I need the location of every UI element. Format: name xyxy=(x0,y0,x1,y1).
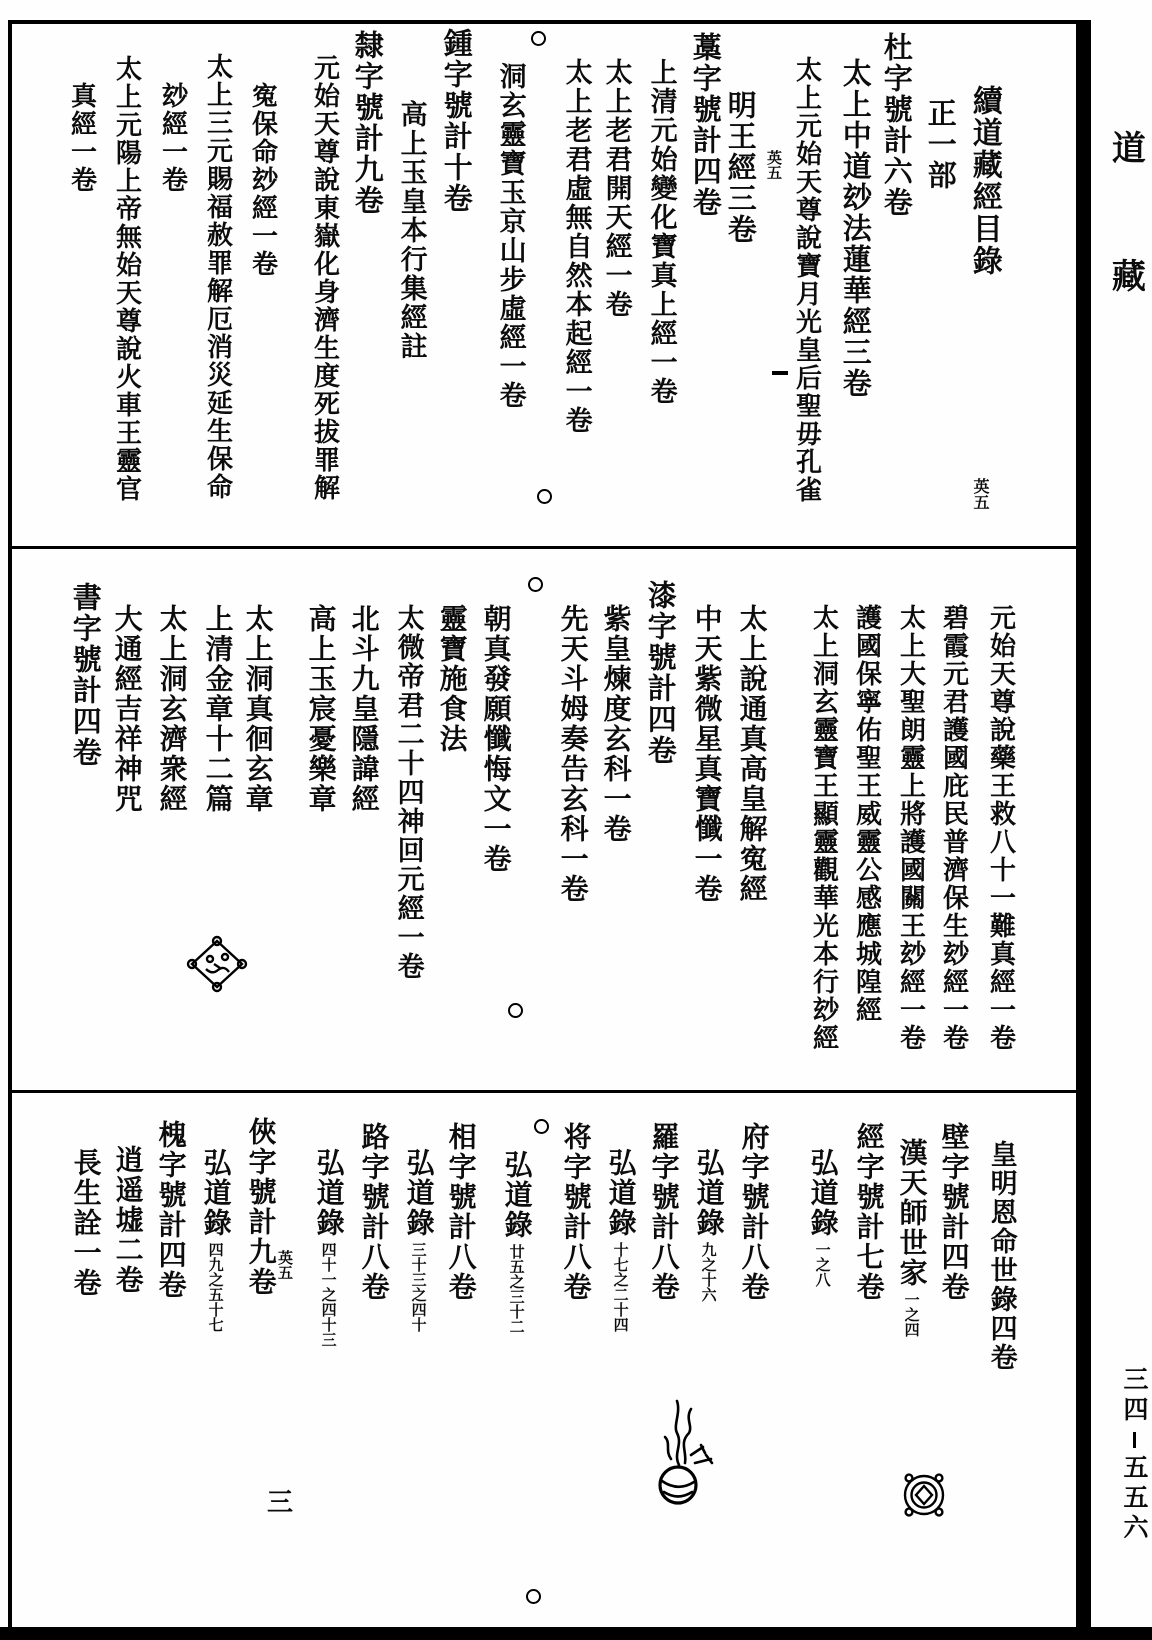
column-text: 高上玉皇本行集經註 xyxy=(395,100,427,361)
entry-title-column xyxy=(502,1150,532,1334)
column-text: 先天斗姆奏告玄科一卷 xyxy=(556,604,590,904)
column-text: 漢天師世家 xyxy=(895,1138,929,1288)
frame-right-border xyxy=(1076,20,1091,1630)
column-text: 太上大聖朗靈上將護國關王玅經一卷 xyxy=(895,604,926,1052)
frame-left-border xyxy=(8,20,12,1630)
entry-title-column xyxy=(986,604,1014,1052)
entry-title-column xyxy=(692,604,722,904)
diamond-seal-stamp xyxy=(186,936,248,992)
entry-title-column xyxy=(203,53,231,501)
column-text: 太上中道玅法蓮華經三卷 xyxy=(838,58,873,399)
column-text: 護國保寧佑聖王威靈公感應城隍經 xyxy=(851,604,882,1024)
dash-mark xyxy=(772,371,788,375)
column-text: 漆字號計四卷 xyxy=(643,580,678,766)
entry-title-column xyxy=(840,58,871,399)
column-text: 大通經吉祥神咒 xyxy=(110,604,144,814)
column-text: 俠字號計九卷 xyxy=(244,1117,278,1297)
column-text: 太上洞玄靈寶王顯靈觀華光本行玅經 xyxy=(808,604,839,1052)
entry-title-column xyxy=(852,604,880,1024)
section-separator-circle xyxy=(526,1589,541,1604)
round-seal-stamp xyxy=(900,1468,948,1524)
entry-title-column xyxy=(986,1140,1015,1372)
register-divider-2 xyxy=(8,1090,1076,1093)
column-text: 将字號計八卷 xyxy=(559,1122,593,1302)
book-number-note: 英五 xyxy=(970,478,990,510)
column-text: 太上說通真高皇解寃經 xyxy=(735,604,769,904)
entry-title-column xyxy=(310,54,338,502)
section-label-column xyxy=(561,1122,591,1302)
column-text: 太上老君開天經一卷 xyxy=(600,58,632,319)
book-number-note: 四九之五十七 xyxy=(206,1242,225,1332)
entry-title-column xyxy=(113,1145,143,1295)
entry-title-column xyxy=(306,604,336,814)
column-text: 長生詮一卷 xyxy=(69,1148,103,1298)
entry-title-column xyxy=(561,58,590,435)
column-text: 弘道錄 xyxy=(500,1150,534,1240)
entry-title-wrap-column xyxy=(248,82,276,278)
book-number-note: 英五 xyxy=(764,150,783,180)
column-text: 弘道錄 xyxy=(402,1148,436,1238)
section-label-column xyxy=(649,1122,679,1302)
book-number-note: 一之八 xyxy=(813,1242,832,1287)
column-text: 相字號計八卷 xyxy=(444,1122,478,1302)
column-text: 羅字號計八卷 xyxy=(647,1122,681,1302)
column-text: 上清金章十二篇 xyxy=(201,604,235,814)
entry-title-column xyxy=(437,604,467,754)
entry-title-column xyxy=(404,1148,434,1332)
catalog-title-column xyxy=(968,85,1000,277)
column-text: 北斗九皇隱諱經 xyxy=(347,604,381,814)
section-label-column xyxy=(70,582,101,768)
section-separator-circle xyxy=(531,31,546,46)
entry-title-column xyxy=(897,1138,927,1337)
column-text: 壁字號計四卷 xyxy=(937,1122,971,1302)
section-label-column xyxy=(690,32,721,218)
section-label-column xyxy=(246,1117,276,1297)
section-label-column xyxy=(156,1120,186,1300)
frame-top-border xyxy=(8,20,1090,24)
entry-title-column xyxy=(157,604,187,814)
folio-number: 三 xyxy=(262,1488,293,1516)
entry-title-column xyxy=(646,58,675,406)
book-number-note: 廿五之三十二 xyxy=(507,1244,526,1334)
section-label-column xyxy=(939,1122,969,1302)
column-text: 太上元陽上帝無始天尊說火車王靈官 xyxy=(111,55,142,503)
column-text: 弘道錄 xyxy=(312,1148,346,1238)
book-number-note: 十七之二十四 xyxy=(611,1242,630,1332)
entry-title-column xyxy=(349,604,379,814)
entry-title-column xyxy=(396,100,425,361)
entry-title-column xyxy=(201,1148,231,1332)
book-number-note: 英五 xyxy=(275,1250,294,1280)
column-text: 寃保命玅經一卷 xyxy=(247,82,278,278)
margin-canon-char-bottom: 藏 xyxy=(1105,258,1146,296)
book-number-note: 九之十六 xyxy=(699,1242,718,1302)
column-text: 逍遥墟二卷 xyxy=(111,1145,145,1295)
entry-title-column xyxy=(243,604,273,814)
column-text: 弘道錄 xyxy=(199,1148,233,1238)
section-label-column xyxy=(645,580,676,766)
entry-title-column xyxy=(314,1148,344,1347)
entry-title-column xyxy=(737,604,767,904)
section-label-column xyxy=(441,28,472,214)
entry-title-column xyxy=(393,604,422,981)
column-text: 隸字號計九卷 xyxy=(350,30,385,216)
volume-page-dash xyxy=(1133,1432,1136,1448)
column-text: 洞玄靈寶玉京山步虛經一卷 xyxy=(494,62,526,410)
frame-bottom-border xyxy=(0,1627,1152,1640)
section-label-column xyxy=(854,1122,884,1302)
column-text: 中天紫微星真寶懺一卷 xyxy=(690,604,724,904)
entry-title-column xyxy=(481,604,511,874)
entry-title-column xyxy=(601,604,631,844)
column-text: 明王經三卷 xyxy=(723,90,758,245)
entry-title-wrap-column xyxy=(725,90,756,245)
entry-title-wrap-column xyxy=(67,82,95,194)
column-text: 鍾字號計十卷 xyxy=(439,28,474,214)
entry-title-column xyxy=(808,1148,838,1287)
flaming-pearl-drawing xyxy=(635,1393,731,1511)
column-text: 高上玉宸憂樂章 xyxy=(304,604,338,814)
column-text: 太上三元賜福赦罪解厄消災延生保命 xyxy=(202,53,233,501)
column-text: 弘道錄 xyxy=(806,1148,840,1238)
entry-title-column xyxy=(601,58,630,319)
column-text: 皇明恩命世錄四卷 xyxy=(985,1140,1017,1372)
entry-title-column xyxy=(606,1148,636,1332)
column-text: 紫皇煉度玄科一卷 xyxy=(599,604,633,844)
column-text: 弘道錄 xyxy=(692,1148,726,1238)
book-number-note: 一之四 xyxy=(902,1292,921,1337)
column-text: 弘道錄 xyxy=(604,1148,638,1238)
margin-volume-page-reference xyxy=(1116,1366,1152,1544)
entry-title-column xyxy=(694,1148,724,1302)
section-label-column xyxy=(881,32,912,218)
section-label-column xyxy=(352,30,383,216)
entry-title-column xyxy=(203,604,233,814)
column-text: 真經一卷 xyxy=(66,82,97,194)
entry-title-column xyxy=(792,56,820,504)
column-text: 太上元始天尊說寶月光皇后聖毋孔雀 xyxy=(791,56,822,504)
column-text: 元始天尊說東嶽化身濟生度死拔罪解 xyxy=(309,54,340,502)
register-divider-1 xyxy=(8,546,1076,549)
entry-title-column xyxy=(896,604,924,1052)
part-heading-column xyxy=(925,98,956,191)
column-text: 府字號計八卷 xyxy=(737,1122,771,1302)
column-text: 碧霞元君護國庇民普濟保生玅經一卷 xyxy=(938,604,969,1052)
column-text: 朝真發願懺悔文一卷 xyxy=(479,604,513,874)
section-label-column xyxy=(359,1122,389,1302)
book-number-note: 三十三之四十 xyxy=(409,1242,428,1332)
column-text: 書字號計四卷 xyxy=(68,582,103,768)
section-label-column xyxy=(739,1122,769,1302)
column-text: 經字號計七卷 xyxy=(852,1122,886,1302)
column-text: 元始天尊說藥王救八十一難真經一卷 xyxy=(985,604,1016,1052)
column-text: 太上洞真徊玄章 xyxy=(241,604,275,814)
column-text: 杜字號計六卷 xyxy=(879,32,914,218)
column-text: 路字號計八卷 xyxy=(357,1122,391,1302)
section-separator-circle xyxy=(534,1119,549,1134)
collation-note xyxy=(971,474,988,510)
entry-title-column xyxy=(112,604,142,814)
entry-title-column xyxy=(495,62,524,410)
book-number-note: 四十一之四十三 xyxy=(319,1242,338,1347)
margin-page-number: 五五六 xyxy=(1120,1454,1149,1544)
column-text: 槐字號計四卷 xyxy=(154,1120,188,1300)
column-text: 上清元始變化寶真上經一卷 xyxy=(645,58,677,406)
entry-title-column xyxy=(558,604,588,904)
entry-title-column xyxy=(939,604,967,1052)
column-text: 太上洞玄濟衆經 xyxy=(155,604,189,814)
section-label-column xyxy=(446,1122,476,1302)
entry-title-column xyxy=(71,1148,101,1298)
entry-title-column xyxy=(112,55,140,503)
column-text: 靈寶施食法 xyxy=(435,604,469,754)
column-text: 正一部 xyxy=(923,98,958,191)
section-separator-circle xyxy=(508,1003,523,1018)
entry-title-wrap-column xyxy=(158,82,186,194)
column-text: 藁字號計四卷 xyxy=(688,32,723,218)
entry-title-column xyxy=(809,604,837,1052)
margin-canon-char-top: 道 xyxy=(1105,130,1146,168)
column-text: 玅經一卷 xyxy=(157,82,188,194)
column-text: 續道藏經目錄 xyxy=(966,85,1002,277)
collation-note xyxy=(765,146,782,180)
margin-volume-number: 三四 xyxy=(1120,1366,1149,1426)
section-separator-circle xyxy=(528,577,543,592)
collation-note xyxy=(276,1246,293,1280)
section-separator-circle xyxy=(537,489,552,504)
column-text: 太微帝君二十四神回元經一卷 xyxy=(392,604,424,981)
column-text: 太上老君虛無自然本起經一卷 xyxy=(560,58,592,435)
